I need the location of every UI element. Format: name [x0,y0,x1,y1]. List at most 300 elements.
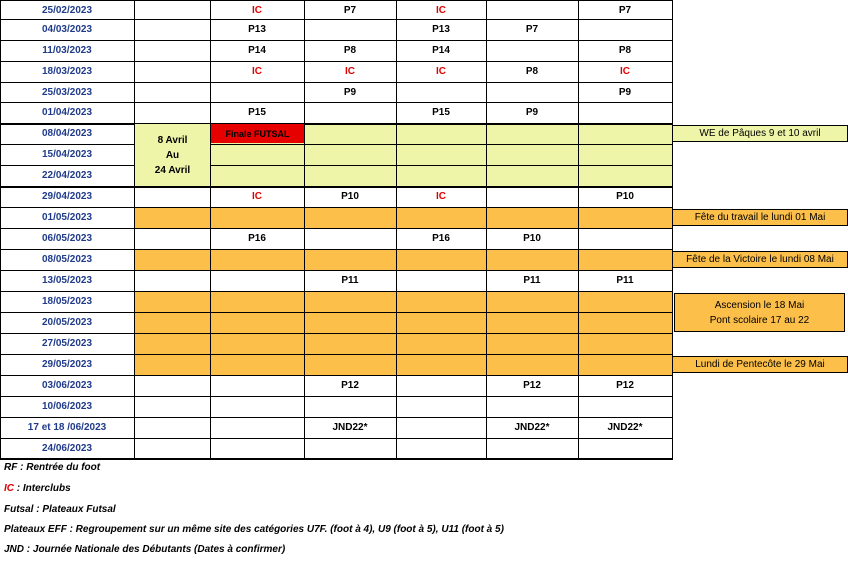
avril-line-1: 8 Avril [157,134,188,146]
row-divider [0,207,673,208]
slot-cell [486,186,578,207]
ascension-line-1: Ascension le 18 Mai [714,299,805,311]
slot-cell [304,0,396,21]
remark-cell [672,228,848,249]
slot-cell [304,438,396,459]
slot-cell [134,396,210,417]
slot-label: IC [252,191,262,202]
slot-cell [304,165,396,186]
row-divider [0,123,673,125]
finale-futsal-label: Finale FUTSAL [225,128,290,139]
slot-cell [210,312,304,333]
row-divider [0,458,673,460]
slot-cell [486,396,578,417]
slot-cell [578,207,672,228]
date-label: 25/03/2023 [41,87,93,98]
slot-cell [396,165,486,186]
slot-cell [210,207,304,228]
column-divider [396,0,397,459]
remark-cell [672,19,848,40]
slot-cell [396,312,486,333]
date-label: 08/05/2023 [41,254,93,265]
slot-cell [210,270,304,291]
slot-label: IC [345,66,355,77]
table-row [0,417,848,438]
date-cell [0,354,134,375]
date-label: 22/04/2023 [41,170,93,181]
date-label: 04/03/2023 [41,24,93,35]
slot-cell [210,375,304,396]
table-row [0,396,848,417]
date-cell [0,228,134,249]
slot-cell [486,144,578,165]
slot-cell [578,61,672,82]
slot-cell [134,291,210,312]
legend-ic-key: IC [4,483,14,494]
slot-cell [134,0,210,21]
table-row [0,102,848,123]
legend-ic-text: : Interclubs [14,483,71,494]
slot-cell [486,312,578,333]
slot-cell [210,417,304,438]
column-divider [0,0,1,459]
slot-cell [134,270,210,291]
date-cell [0,186,134,207]
slot-cell [304,375,396,396]
remark-cell [672,125,848,142]
remark-cell [672,333,848,354]
slot-cell [210,354,304,375]
slot-cell [486,270,578,291]
slot-label: IC [252,5,262,16]
slot-cell [304,291,396,312]
date-label: 03/06/2023 [41,380,93,391]
slot-cell [304,123,396,144]
date-cell [0,61,134,82]
table-row [0,186,848,207]
slot-label: JND22* [332,422,368,433]
slot-cell [578,144,672,165]
slot-cell [210,228,304,249]
table-row [0,228,848,249]
slot-cell [210,144,304,165]
slot-cell [486,375,578,396]
ascension-remark-cell [674,293,845,332]
slot-cell [210,102,304,123]
slot-cell [486,165,578,186]
slot-cell [396,333,486,354]
slot-cell [304,61,396,82]
slot-cell [578,312,672,333]
row-divider [0,228,673,229]
slot-cell [396,207,486,228]
slot-cell [304,40,396,61]
remark-cell [672,144,848,165]
slot-label: P8 [525,66,539,77]
slot-cell [304,249,396,270]
date-cell [0,333,134,354]
slot-cell [396,61,486,82]
remark-cell [672,270,848,291]
ascension-line-2: Pont scolaire 17 au 22 [709,314,810,326]
row-divider [0,61,673,62]
remark-label: Lundi de Pentecôte le 29 Mai [695,359,825,370]
slot-cell [210,291,304,312]
slot-cell [578,291,672,312]
table-row [0,0,848,21]
date-cell [0,40,134,61]
remark-cell [672,102,848,123]
slot-cell [210,40,304,61]
slot-cell [210,249,304,270]
date-label: 29/04/2023 [41,191,93,202]
slot-cell [486,207,578,228]
date-label: 25/02/2023 [41,5,93,16]
date-cell [0,249,134,270]
slot-cell [210,438,304,459]
date-label: 10/06/2023 [41,401,93,412]
table-row [0,207,848,228]
slot-cell [396,19,486,40]
slot-cell [486,19,578,40]
row-divider [0,417,673,418]
date-cell [0,291,134,312]
column-divider [134,0,135,459]
slot-label: P8 [618,45,632,56]
slot-label: JND22* [607,422,643,433]
remark-cell [672,417,848,438]
slot-label: P8 [343,45,357,56]
table-row [0,82,848,103]
date-cell [0,144,134,165]
date-cell [0,123,134,144]
slot-cell [134,333,210,354]
date-cell [0,396,134,417]
date-cell [0,207,134,228]
slot-label: P12 [523,380,541,391]
slot-cell [578,249,672,270]
slot-cell [578,375,672,396]
slot-label: IC [436,66,446,77]
slot-cell [304,396,396,417]
slot-cell [304,354,396,375]
date-label: 01/05/2023 [41,212,93,223]
slot-cell [486,228,578,249]
table-row [0,375,848,396]
slot-cell [578,82,672,103]
slot-cell [134,417,210,438]
remark-label: Fête de la Victoire le lundi 08 Mai [686,254,834,265]
slot-cell [578,417,672,438]
table-row [0,354,848,375]
slot-label: P13 [432,24,450,35]
date-label: 24/06/2023 [41,443,93,454]
row-divider [0,40,673,41]
date-cell [0,102,134,123]
slot-cell [210,82,304,103]
slot-cell [486,417,578,438]
slot-cell [396,186,486,207]
slot-cell [578,186,672,207]
slot-cell [396,0,486,21]
slot-cell [304,207,396,228]
slot-cell [578,333,672,354]
slot-cell [210,186,304,207]
remark-cell [672,396,848,417]
table-row [0,249,848,270]
slot-label: IC [620,66,630,77]
date-label: 29/05/2023 [41,359,93,370]
slot-label: P10 [523,233,541,244]
slot-cell [134,375,210,396]
slot-cell [578,0,672,21]
remark-cell [672,0,848,21]
date-cell [0,19,134,40]
slot-cell [304,270,396,291]
slot-label: P7 [525,24,539,35]
slot-cell [486,61,578,82]
row-divider [0,438,673,439]
row-divider [0,312,673,313]
slot-cell [578,438,672,459]
legend-futsal: Futsal : Plateaux Futsal [4,504,116,515]
slot-cell [396,102,486,123]
slot-label: P9 [618,87,632,98]
slot-cell [486,249,578,270]
date-cell [0,270,134,291]
slot-label: P7 [618,5,632,16]
slot-label: P16 [248,233,266,244]
table-row [0,165,848,186]
slot-cell [396,270,486,291]
row-divider [0,186,673,188]
slot-cell [134,207,210,228]
table-row [0,438,848,459]
slot-label: P14 [432,45,450,56]
remark-cell [672,209,848,226]
legend-rf: RF : Rentrée du foot [4,462,101,473]
date-cell [0,165,134,186]
legend-jnd: JND : Journée Nationale des Débutants (Dates à confirmer) [4,544,286,555]
date-cell [0,375,134,396]
slot-label: JND22* [514,422,550,433]
row-divider [0,396,673,397]
slot-cell [396,40,486,61]
date-label: 18/03/2023 [41,66,93,77]
slot-cell [304,312,396,333]
slot-cell [396,82,486,103]
date-cell [0,0,134,21]
slot-label: P15 [248,107,266,118]
avril-line-3: 24 Avril [154,164,191,176]
remark-label: WE de Pâques 9 et 10 avril [699,128,821,139]
slot-cell [578,354,672,375]
column-divider [672,0,673,459]
remark-cell [672,251,848,268]
date-label: 20/05/2023 [41,317,93,328]
row-divider [0,354,673,355]
row-divider [0,102,673,103]
slot-cell [134,228,210,249]
slot-label: P14 [248,45,266,56]
table-row [0,19,848,40]
slot-cell [210,165,304,186]
slot-label: P15 [432,107,450,118]
slot-cell [578,102,672,123]
column-divider [210,0,211,459]
slot-label: P16 [432,233,450,244]
row-divider [0,375,673,376]
date-label: 01/04/2023 [41,107,93,118]
slot-label: P12 [341,380,359,391]
date-label: 13/05/2023 [41,275,93,286]
slot-cell [304,144,396,165]
slot-cell [134,61,210,82]
remark-cell [672,40,848,61]
table-row [0,333,848,354]
slot-cell [304,82,396,103]
slot-cell [578,228,672,249]
slot-cell [486,0,578,21]
date-label: 27/05/2023 [41,338,93,349]
row-divider [0,333,673,334]
slot-cell [304,19,396,40]
slot-label: P7 [343,5,357,16]
remark-cell [672,186,848,207]
slot-cell [396,228,486,249]
slot-label: P12 [616,380,634,391]
slot-label: P9 [343,87,357,98]
slot-cell [396,417,486,438]
slot-cell [578,40,672,61]
slot-label: P11 [523,275,541,286]
finale-futsal-cell [211,124,304,143]
slot-cell [486,333,578,354]
row-divider [0,270,673,271]
slot-cell [396,249,486,270]
slot-cell [210,61,304,82]
slot-cell [396,396,486,417]
slot-cell [134,40,210,61]
remark-cell [672,375,848,396]
slot-cell [396,375,486,396]
slot-cell [396,291,486,312]
slot-cell [396,123,486,144]
slot-cell [134,82,210,103]
remark-cell [672,61,848,82]
slot-cell [578,19,672,40]
slot-cell [210,396,304,417]
slot-label: P11 [341,275,359,286]
date-label: 18/05/2023 [41,296,93,307]
avril-period-cell [135,124,210,186]
legend-ic [4,483,71,494]
slot-cell [134,102,210,123]
slot-cell [578,123,672,144]
date-label: 11/03/2023 [42,45,92,56]
row-divider [0,0,673,1]
slot-label: P9 [525,107,539,118]
slot-cell [304,417,396,438]
column-divider [304,0,305,459]
slot-label: IC [436,5,446,16]
slot-cell [486,291,578,312]
remark-cell [672,356,848,373]
date-label: 17 et 18 /06/2023 [27,422,107,433]
slot-label: IC [252,66,262,77]
remark-cell [672,438,848,459]
date-label: 06/05/2023 [41,233,93,244]
slot-cell [304,102,396,123]
date-cell [0,438,134,459]
slot-cell [134,438,210,459]
table-row [0,40,848,61]
slot-cell [304,186,396,207]
remark-label: Fête du travail le lundi 01 Mai [694,212,826,223]
slot-label: P10 [616,191,634,202]
slot-cell [486,438,578,459]
row-divider [0,249,673,250]
slot-cell [134,19,210,40]
slot-cell [396,144,486,165]
table-row [0,144,848,165]
slot-cell [578,396,672,417]
slot-label: IC [436,191,446,202]
remark-cell [672,165,848,186]
slot-cell [134,249,210,270]
slot-cell [578,165,672,186]
slot-label: P10 [341,191,359,202]
slot-cell [396,354,486,375]
row-divider [0,291,673,292]
column-divider [578,0,579,459]
slot-label: P13 [248,24,266,35]
slot-cell [304,333,396,354]
slot-cell [210,333,304,354]
remark-cell [672,82,848,103]
date-label: 15/04/2023 [41,149,93,160]
legend-plateaux: Plateaux EFF : Regroupement sur un même site des catégories U7F. (foot à 4), U9 (foot à 5), U11 (foot à 5) [4,524,504,535]
slot-label: P11 [616,275,634,286]
table-row [0,123,848,144]
column-divider [486,0,487,459]
slot-cell [396,438,486,459]
date-cell [0,82,134,103]
slot-cell [578,270,672,291]
slot-cell [210,19,304,40]
slot-cell [486,40,578,61]
row-divider [0,144,673,145]
date-cell [0,312,134,333]
slot-cell [134,354,210,375]
slot-cell [304,228,396,249]
table-row [0,61,848,82]
slot-cell [134,186,210,207]
row-divider [0,19,673,20]
row-divider [0,82,673,83]
table-row [0,270,848,291]
slot-cell [486,82,578,103]
slot-cell [486,102,578,123]
slot-cell [134,312,210,333]
date-label: 08/04/2023 [41,128,93,139]
row-divider [0,165,673,166]
slot-cell [486,123,578,144]
date-cell [0,417,134,438]
slot-cell [486,354,578,375]
avril-line-2: Au [165,149,180,161]
slot-cell [210,0,304,21]
